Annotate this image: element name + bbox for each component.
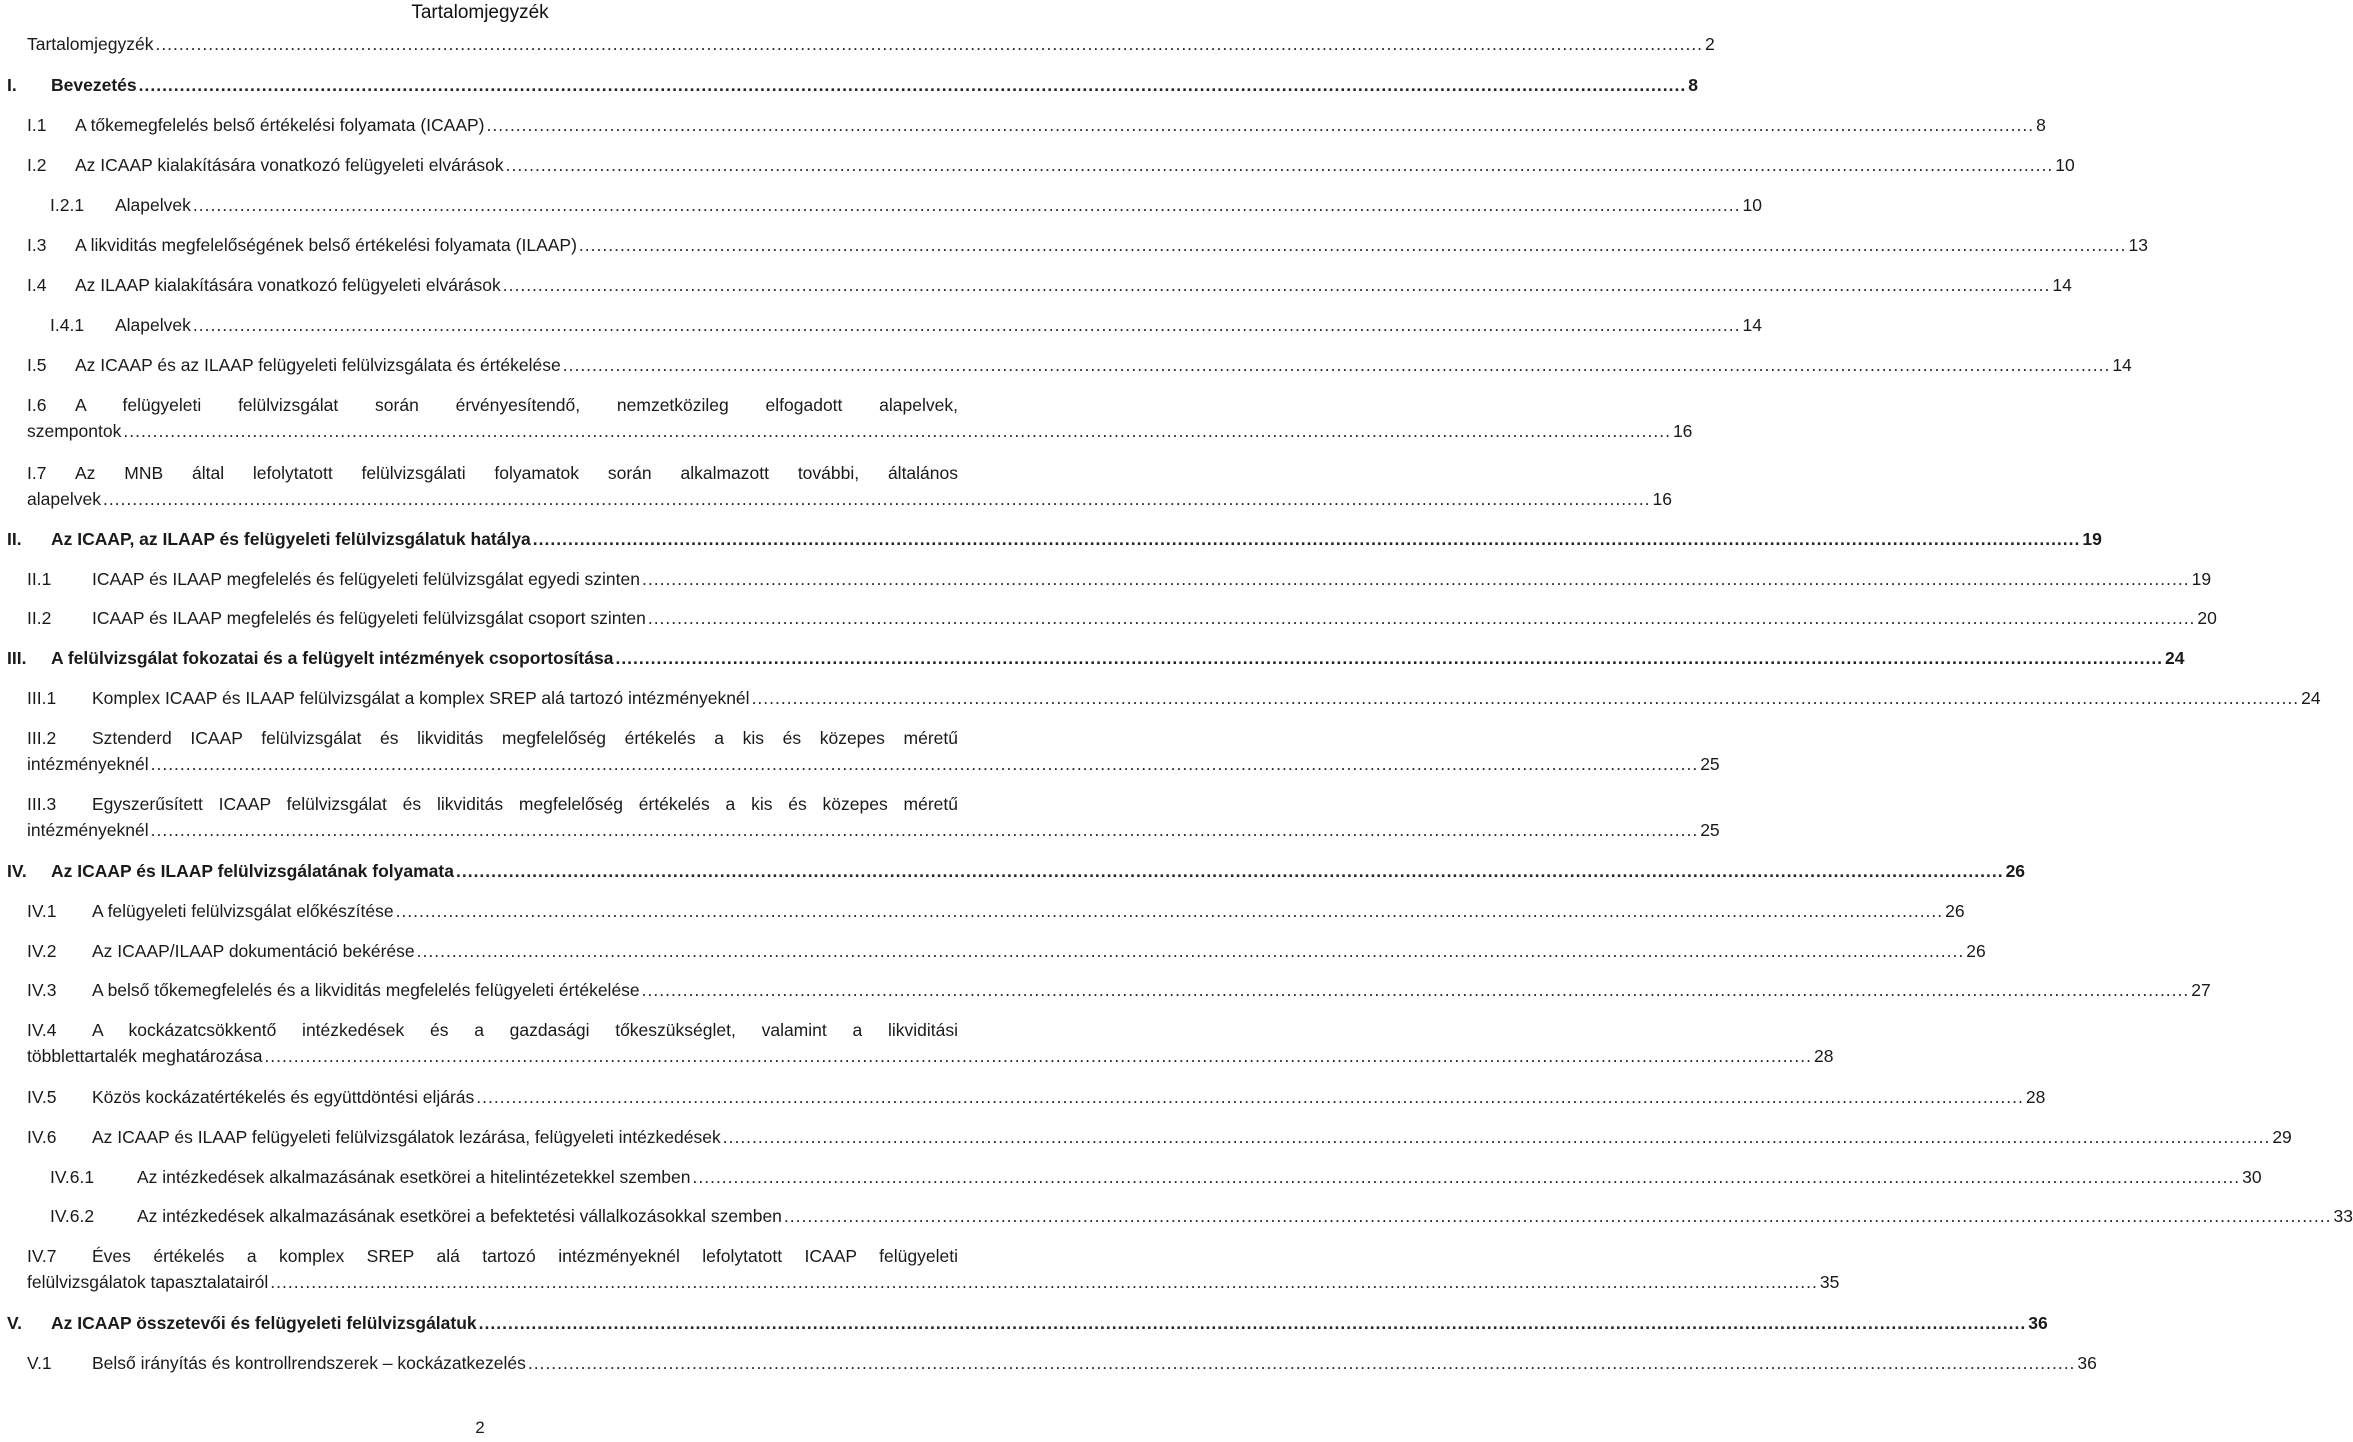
toc-entry-title-continued: intézményeknél	[27, 754, 149, 774]
toc-entry-number: I.1	[27, 115, 47, 135]
toc-entry-title: Belső irányítás és kontrollrendszerek – kockázatkezelés	[92, 1353, 526, 1373]
toc-entry[interactable]	[0, 273, 2072, 297]
toc-leader-dots	[533, 527, 2081, 551]
toc-entry-title: A felügyeleti felülvizsgálat során érvényesítendő, nemzetközileg elfogadott alapelvek,	[75, 395, 958, 415]
toc-entry-title: ICAAP és ILAAP megfelelés és felügyeleti felülvizsgálat egyedi szinten	[92, 569, 640, 589]
toc-leader-dots	[139, 73, 1687, 97]
toc-entry-page: 30	[2242, 1167, 2262, 1187]
toc-leader-dots	[103, 487, 1651, 511]
page-title: Tartalomjegyzék	[411, 2, 549, 23]
toc-entry-page: 25	[1700, 820, 1720, 840]
toc-entry-page: 14	[1742, 315, 1762, 335]
toc-entry-title: Az ICAAP összetevői és felügyeleti felülvizsgálatuk	[51, 1313, 477, 1333]
toc-entry[interactable]	[0, 233, 2148, 257]
toc-entry-title: A tőkemegfelelés belső értékelési folyamata (ICAAP)	[75, 115, 485, 135]
toc-entry-number: I.2	[27, 155, 47, 175]
toc-entry-title-continued: többlettartalék meghatározása	[27, 1046, 263, 1066]
toc-entry-title-continued: felülvizsgálatok tapasztalatairól	[27, 1272, 269, 1292]
toc-entry-page: 36	[2028, 1313, 2048, 1333]
toc-entry-number: IV.6.2	[50, 1206, 95, 1226]
toc-entry-number: IV.7	[27, 1246, 57, 1266]
toc-entry[interactable]	[0, 393, 1693, 443]
page-number: 2	[475, 1418, 485, 1437]
toc-entry-page: 19	[2082, 529, 2102, 549]
toc-entry-number: I.4.1	[50, 315, 85, 335]
toc-entry-number: IV.3	[27, 980, 57, 1000]
toc-leader-dots	[151, 752, 1699, 776]
toc-leader-dots	[648, 606, 2196, 630]
toc-entry-page: 19	[2191, 569, 2212, 589]
toc-entry-number: I.	[7, 75, 17, 95]
toc-leader-dots	[615, 646, 2163, 670]
toc-leader-dots	[264, 1044, 1812, 1068]
toc-entry-number: V.1	[27, 1353, 52, 1373]
toc-leader-dots	[693, 1165, 2241, 1189]
toc-entry-page: 13	[2128, 235, 2148, 255]
toc-entry-title: Az ICAAP/ILAAP dokumentáció bekérése	[92, 941, 415, 961]
toc-entry-title: Az ICAAP és az ILAAP felügyeleti felülvizsgálata és értékelése	[75, 355, 561, 375]
toc-entry-title: Alapelvek	[115, 315, 191, 335]
toc-entry-title: A likviditás megfelelőségének belső értékelési folyamata (ILAAP)	[75, 235, 577, 255]
toc-entry-title: Az ICAAP és ILAAP felülvizsgálatának folyamata	[51, 861, 454, 881]
toc-entry-page: 26	[1966, 941, 1986, 961]
toc-leader-dots	[155, 32, 1703, 56]
toc-entry-title: Az ICAAP és ILAAP felügyeleti felülvizsgálatok lezárása, felügyeleti intézkedések	[92, 1127, 721, 1147]
toc-entry[interactable]	[0, 1204, 2353, 1228]
toc-entry-number: II.	[7, 529, 22, 549]
toc-leader-dots	[123, 419, 1671, 443]
toc-entry-page: 29	[2272, 1127, 2292, 1147]
toc-entry-title: Alapelvek	[115, 195, 191, 215]
toc-entry[interactable]	[0, 32, 1715, 56]
toc-entry-page: 28	[2025, 1087, 2046, 1107]
toc-entry-title: Közös kockázatértékelés és együttdöntési eljárás	[92, 1087, 475, 1107]
toc-leader-dots	[193, 313, 1741, 337]
toc-entry-number: III.1	[27, 688, 57, 708]
toc-entry-page: 27	[2191, 980, 2211, 1000]
toc-entry[interactable]	[0, 1165, 2262, 1189]
toc-entry[interactable]	[0, 567, 2212, 591]
toc-leader-dots	[487, 113, 2035, 137]
toc-entry-title: Bevezetés	[51, 75, 137, 95]
toc-leader-dots	[506, 153, 2054, 177]
toc-entry[interactable]	[0, 113, 2046, 137]
toc-entry-title-continued: alapelvek	[27, 489, 101, 509]
toc-entry-number: I.4	[27, 275, 47, 295]
toc-entry-title: A kockázatcsökkentő intézkedések és a gazdasági tőkeszükséglet, valamint a likviditási	[92, 1020, 958, 1040]
toc-entry-number: I.5	[27, 355, 47, 375]
toc-entry-page: 24	[2165, 648, 2185, 668]
toc-entry-page: 28	[1814, 1046, 1834, 1066]
toc-leader-dots	[784, 1204, 2332, 1228]
toc-entry-number: IV.6	[27, 1127, 57, 1147]
toc-entry-page: 10	[1742, 195, 1762, 215]
toc-entry[interactable]	[0, 461, 1673, 511]
toc-entry-number: I.2.1	[50, 195, 85, 215]
toc-leader-dots	[642, 978, 2190, 1002]
toc-leader-dots	[579, 233, 2127, 257]
toc-entry-title: Az ICAAP, az ILAAP és felügyeleti felülvizsgálatuk hatálya	[51, 529, 531, 549]
toc-entry-page: 24	[2301, 688, 2321, 708]
toc-entry[interactable]	[0, 792, 1720, 842]
toc-entry[interactable]	[0, 1085, 2046, 1109]
toc-leader-dots	[476, 1085, 2024, 1109]
toc-leader-dots	[270, 1270, 1818, 1294]
toc-entry-page: 14	[2052, 275, 2072, 295]
toc-entry-number: III.3	[27, 794, 57, 814]
toc-entry[interactable]	[0, 193, 1762, 217]
toc-entry-number: V.	[7, 1313, 22, 1333]
toc-entry-page: 14	[2112, 355, 2132, 375]
toc-entry-number: III.2	[27, 728, 57, 748]
toc-entry[interactable]	[0, 1244, 1840, 1294]
toc-entry-title: Tartalomjegyzék	[27, 34, 154, 54]
toc-leader-dots	[417, 939, 1965, 963]
toc-entry-title: A belső tőkemegfelelés és a likviditás megfelelés felügyeleti értékelése	[92, 980, 640, 1000]
toc-entry-number: I.6	[27, 395, 47, 415]
toc-entry-page: 35	[1819, 1272, 1840, 1292]
toc-entry[interactable]	[0, 978, 2211, 1002]
toc-entry-number: IV.4	[27, 1020, 57, 1040]
toc-entry[interactable]	[0, 686, 2321, 710]
toc-entry[interactable]	[0, 153, 2075, 177]
toc-entry-page: 25	[1700, 754, 1720, 774]
toc-entry-page: 26	[2005, 861, 2026, 881]
toc-entry-title: Éves értékelés a komplex SREP alá tartozó intézményeknél lefolytatott ICAAP felügyeleti	[92, 1246, 958, 1266]
toc-entry-title: Az intézkedések alkalmazásának esetkörei a hitelintézetekkel szemben	[137, 1167, 691, 1187]
toc-entry-title: Komplex ICAAP és ILAAP felülvizsgálat a komplex SREP alá tartozó intézményeknél	[92, 688, 750, 708]
toc-entry-page: 8	[1688, 75, 1698, 95]
toc-entry[interactable]	[0, 73, 1698, 97]
toc-leader-dots	[752, 686, 2300, 710]
toc-entry-page: 16	[1652, 489, 1673, 509]
toc-entry[interactable]	[0, 606, 2217, 630]
toc-entry-number: I.7	[27, 463, 47, 483]
toc-entry-number: II.1	[27, 569, 52, 589]
toc-entry-page: 16	[1672, 421, 1693, 441]
toc-entry-page: 10	[2055, 155, 2075, 175]
toc-entry-number: II.2	[27, 608, 52, 628]
toc-leader-dots	[528, 1351, 2076, 1375]
toc-entry-title-continued: szempontok	[27, 421, 122, 441]
toc-entry[interactable]	[0, 1351, 2097, 1375]
toc-entry-title: Az ICAAP kialakítására vonatkozó felügyeleti elvárások	[75, 155, 504, 175]
toc-entry-number: I.3	[27, 235, 47, 255]
toc-entry-page: 33	[2333, 1206, 2353, 1226]
toc-leader-dots	[563, 353, 2111, 377]
toc-entry[interactable]	[0, 859, 2026, 883]
toc-leader-dots	[151, 818, 1699, 842]
toc-entry-title: Egyszerűsített ICAAP felülvizsgálat és likviditás megfelelőség értékelés a kis és közepes méretű	[92, 794, 958, 814]
toc-entry[interactable]	[0, 899, 1965, 923]
toc-entry-title: Az MNB által lefolytatott felülvizsgálati folyamatok során alkalmazott további, általános	[75, 463, 958, 483]
toc-entry-page: 36	[2077, 1353, 2097, 1373]
toc-leader-dots	[193, 193, 1741, 217]
toc-entry-page: 20	[2197, 608, 2217, 628]
toc-entry[interactable]	[0, 527, 2102, 551]
toc-entry-title-continued: intézményeknél	[27, 820, 149, 840]
toc-leader-dots	[396, 899, 1944, 923]
toc-leader-dots	[456, 859, 2004, 883]
toc-entry[interactable]	[0, 313, 1762, 337]
toc-entry[interactable]	[0, 353, 2132, 377]
toc-entry-page: 2	[1705, 34, 1715, 54]
toc-entry[interactable]	[0, 726, 1720, 776]
toc-entry-title: Sztenderd ICAAP felülvizsgálat és likviditás megfelelőség értékelés a kis és közepes méretű	[92, 728, 958, 748]
toc-entry[interactable]	[0, 1018, 1834, 1068]
toc-entry-number: IV.5	[27, 1087, 57, 1107]
toc-leader-dots	[479, 1311, 2027, 1335]
toc-entry[interactable]	[0, 646, 2185, 670]
toc-entry-number: IV.2	[27, 941, 57, 961]
toc-entry[interactable]	[0, 939, 1986, 963]
toc-leader-dots	[642, 567, 2190, 591]
toc-entry-number: III.	[7, 648, 27, 668]
toc-entry-page: 26	[1945, 901, 1965, 921]
toc-entry-title: A felügyeleti felülvizsgálat előkészítése	[92, 901, 394, 921]
toc-entry-page: 8	[2036, 115, 2046, 135]
toc-entry-number: IV.6.1	[50, 1167, 95, 1187]
toc-entry[interactable]	[0, 1125, 2292, 1149]
toc-entry-number: IV.	[7, 861, 27, 881]
toc-entry-title: ICAAP és ILAAP megfelelés és felügyeleti felülvizsgálat csoport szinten	[92, 608, 646, 628]
toc-entry-number: IV.1	[27, 901, 57, 921]
toc-entry-title: A felülvizsgálat fokozatai és a felügyelt intézmények csoportosítása	[51, 648, 614, 668]
toc-leader-dots	[723, 1125, 2271, 1149]
toc-entry[interactable]	[0, 1311, 2048, 1335]
toc-entry-title: Az ILAAP kialakítására vonatkozó felügyeleti elvárások	[75, 275, 501, 295]
toc-entry-title: Az intézkedések alkalmazásának esetkörei a befektetési vállalkozásokkal szemben	[137, 1206, 782, 1226]
toc-leader-dots	[503, 273, 2051, 297]
